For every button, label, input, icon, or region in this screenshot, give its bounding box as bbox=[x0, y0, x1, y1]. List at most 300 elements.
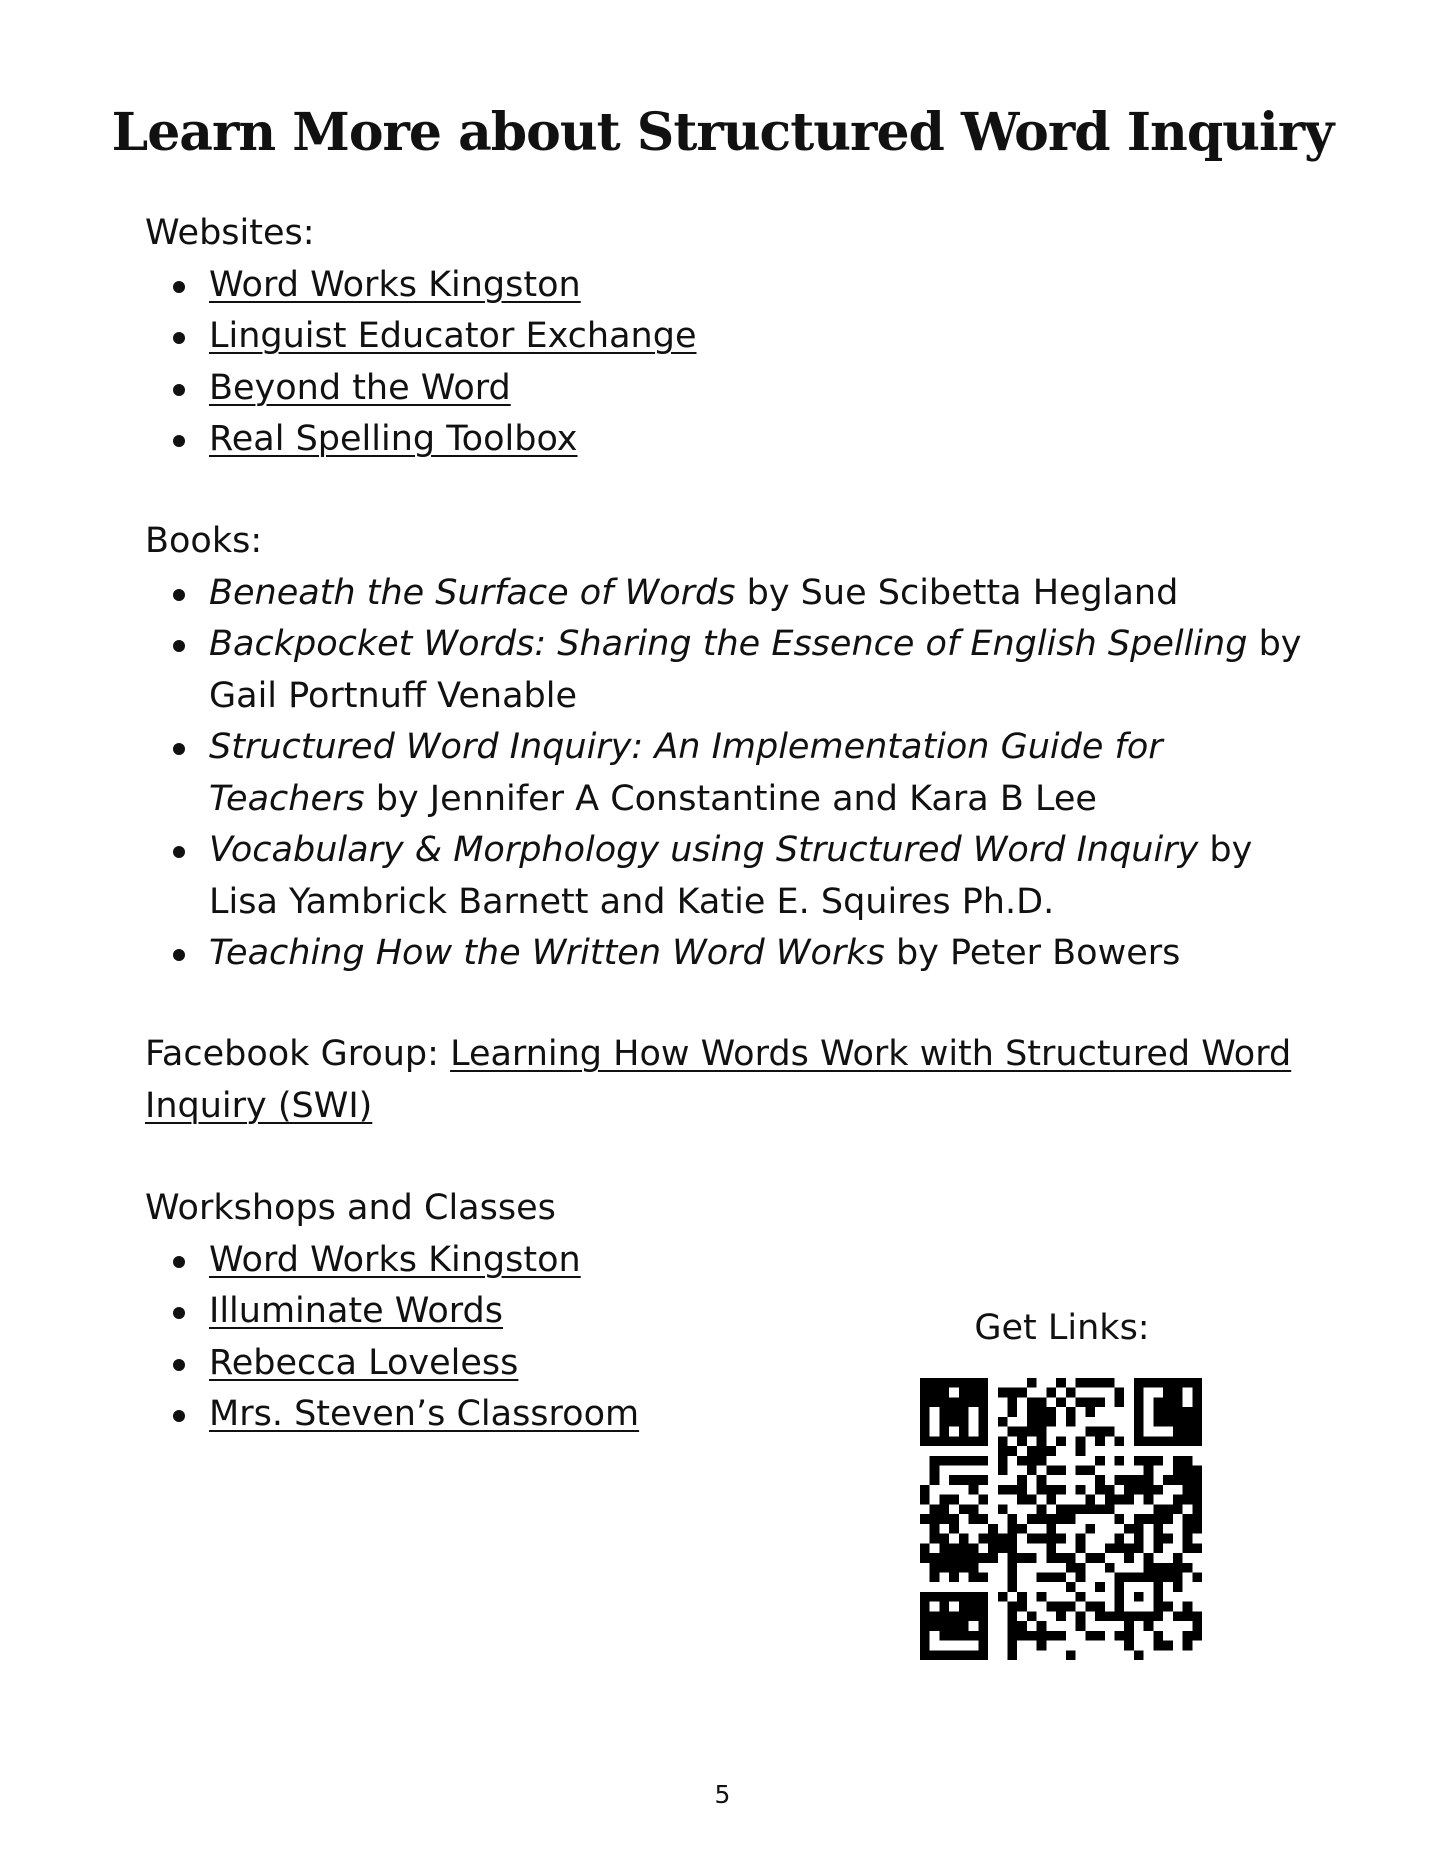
list-item bbox=[145, 1235, 1305, 1287]
qr-module bbox=[969, 1504, 979, 1514]
qr-module bbox=[920, 1641, 930, 1651]
bullet-icon bbox=[173, 435, 185, 447]
qr-module bbox=[978, 1514, 988, 1524]
qr-module bbox=[1144, 1378, 1154, 1388]
qr-module bbox=[1144, 1436, 1154, 1446]
qr-module bbox=[949, 1572, 959, 1582]
qr-module bbox=[949, 1543, 959, 1553]
qr-module bbox=[1085, 1378, 1095, 1388]
link-mrs-stevens-classroom[interactable]: Mrs. Steven’s Classroom bbox=[209, 1394, 640, 1434]
qr-module bbox=[1134, 1417, 1144, 1427]
qr-module bbox=[969, 1475, 979, 1485]
qr-module bbox=[998, 1592, 1008, 1602]
qr-module bbox=[978, 1456, 988, 1466]
qr-module bbox=[1027, 1514, 1037, 1524]
qr-module bbox=[1076, 1485, 1086, 1495]
qr-module bbox=[1114, 1475, 1124, 1485]
qr-module bbox=[1066, 1650, 1076, 1660]
qr-module bbox=[1192, 1436, 1202, 1446]
qr-module bbox=[1153, 1602, 1163, 1612]
qr-module bbox=[1183, 1514, 1193, 1524]
qr-module bbox=[1066, 1407, 1076, 1417]
qr-module bbox=[1037, 1397, 1047, 1407]
qr-module bbox=[1153, 1534, 1163, 1544]
qr-module bbox=[1163, 1534, 1173, 1544]
qr-module bbox=[1105, 1485, 1115, 1495]
book-author: by Gail Portnuff Venable bbox=[209, 624, 1302, 716]
qr-module bbox=[1183, 1602, 1193, 1612]
qr-module bbox=[1144, 1495, 1154, 1505]
qr-module bbox=[969, 1650, 979, 1660]
qr-module bbox=[1163, 1572, 1173, 1582]
qr-module bbox=[1046, 1417, 1056, 1427]
qr-module bbox=[1095, 1582, 1105, 1592]
qr-module bbox=[1134, 1456, 1144, 1466]
qr-module bbox=[930, 1621, 940, 1631]
qr-module bbox=[1008, 1485, 1018, 1495]
qr-module bbox=[1173, 1417, 1183, 1427]
qr-module bbox=[1124, 1495, 1134, 1505]
qr-module bbox=[1192, 1427, 1202, 1437]
list-item bbox=[145, 619, 1305, 722]
qr-module bbox=[1066, 1602, 1076, 1612]
qr-module bbox=[1046, 1466, 1056, 1476]
link-illuminate-words[interactable]: Illuminate Words bbox=[209, 1291, 503, 1331]
qr-module bbox=[978, 1427, 988, 1437]
qr-code-icon[interactable] bbox=[920, 1378, 1202, 1660]
qr-module bbox=[1134, 1485, 1144, 1495]
qr-module bbox=[1017, 1388, 1027, 1398]
books-list bbox=[145, 568, 1305, 980]
qr-module bbox=[1192, 1397, 1202, 1407]
link-facebook-group[interactable]: Learning How Words Work with Structured Word Inquiry (SWI) bbox=[145, 1034, 1292, 1126]
qr-module bbox=[1183, 1631, 1193, 1641]
qr-module bbox=[1008, 1427, 1018, 1437]
qr-module bbox=[920, 1427, 930, 1437]
qr-module bbox=[1076, 1378, 1086, 1388]
qr-module bbox=[1095, 1456, 1105, 1466]
qr-module bbox=[1076, 1592, 1086, 1602]
qr-module bbox=[978, 1650, 988, 1660]
qr-module bbox=[1017, 1602, 1027, 1612]
qr-module bbox=[1153, 1563, 1163, 1573]
bullet-icon bbox=[173, 640, 185, 652]
qr-module bbox=[1027, 1534, 1037, 1544]
qr-module bbox=[1134, 1611, 1144, 1621]
qr-module bbox=[1173, 1504, 1183, 1514]
qr-module bbox=[1134, 1407, 1144, 1417]
link-word-works-kingston-workshop[interactable]: Word Works Kingston bbox=[209, 1239, 581, 1280]
qr-module bbox=[1076, 1543, 1086, 1553]
qr-module bbox=[1008, 1407, 1018, 1417]
websites-heading: Websites: bbox=[145, 213, 315, 253]
qr-module bbox=[1056, 1572, 1066, 1582]
qr-module bbox=[1183, 1417, 1193, 1427]
qr-module bbox=[1095, 1378, 1105, 1388]
qr-module bbox=[930, 1611, 940, 1621]
qr-module bbox=[1008, 1514, 1018, 1524]
qr-module bbox=[1076, 1504, 1086, 1514]
qr-module bbox=[1017, 1592, 1027, 1602]
qr-module bbox=[1017, 1631, 1027, 1641]
qr-module bbox=[1153, 1582, 1163, 1592]
qr-module bbox=[939, 1407, 949, 1417]
qr-module bbox=[1134, 1592, 1144, 1602]
qr-module bbox=[1124, 1543, 1134, 1553]
qr-module bbox=[930, 1378, 940, 1388]
qr-module bbox=[1134, 1650, 1144, 1660]
qr-module bbox=[1124, 1621, 1134, 1631]
qr-module bbox=[920, 1553, 930, 1563]
qr-module bbox=[1085, 1397, 1095, 1407]
qr-module bbox=[1183, 1427, 1193, 1437]
qr-module bbox=[959, 1388, 969, 1398]
book-title: Teaching How the Written Word Works bbox=[209, 933, 885, 973]
bullet-icon bbox=[173, 1410, 185, 1422]
qr-module bbox=[1114, 1543, 1124, 1553]
qr-module bbox=[1192, 1475, 1202, 1485]
qr-module bbox=[939, 1456, 949, 1466]
qr-module bbox=[1076, 1397, 1086, 1407]
qr-module bbox=[1124, 1475, 1134, 1485]
qr-module bbox=[1134, 1397, 1144, 1407]
qr-module bbox=[1134, 1524, 1144, 1534]
link-word-works-kingston[interactable]: Word Works Kingston bbox=[209, 264, 581, 305]
book-author: by Lisa Yambrick Barnett and Katie E. Squires Ph.D. bbox=[209, 830, 1253, 922]
qr-module bbox=[1183, 1436, 1193, 1446]
list-item bbox=[145, 825, 1305, 928]
qr-module bbox=[1085, 1407, 1095, 1417]
qr-module bbox=[1163, 1378, 1173, 1388]
books-section bbox=[145, 516, 1305, 980]
qr-module bbox=[1173, 1407, 1183, 1417]
qr-module bbox=[1183, 1466, 1193, 1476]
qr-module bbox=[930, 1504, 940, 1514]
qr-module bbox=[1163, 1407, 1173, 1417]
websites-list bbox=[145, 260, 1305, 466]
qr-module bbox=[1066, 1582, 1076, 1592]
qr-module bbox=[1085, 1427, 1095, 1437]
qr-module bbox=[1114, 1388, 1124, 1398]
websites-section bbox=[145, 208, 1305, 466]
list-item bbox=[145, 722, 1305, 825]
qr-module bbox=[930, 1436, 940, 1446]
bullet-icon bbox=[173, 1359, 185, 1371]
qr-module bbox=[930, 1466, 940, 1476]
qr-module bbox=[1105, 1563, 1115, 1573]
qr-module bbox=[1095, 1602, 1105, 1612]
qr-module bbox=[1095, 1611, 1105, 1621]
qr-module bbox=[1183, 1611, 1193, 1621]
qr-module bbox=[949, 1475, 959, 1485]
qr-module bbox=[1153, 1631, 1163, 1641]
bullet-icon bbox=[173, 332, 185, 344]
qr-module bbox=[930, 1572, 940, 1582]
qr-module bbox=[1134, 1436, 1144, 1446]
qr-module bbox=[1105, 1611, 1115, 1621]
qr-module bbox=[1183, 1524, 1193, 1534]
facebook-section bbox=[145, 1029, 1305, 1132]
qr-module bbox=[959, 1631, 969, 1641]
qr-module bbox=[1076, 1563, 1086, 1573]
qr-module bbox=[1153, 1572, 1163, 1582]
qr-module bbox=[998, 1534, 1008, 1544]
bullet-icon bbox=[173, 281, 185, 293]
qr-module bbox=[1114, 1534, 1124, 1544]
qr-module bbox=[1183, 1543, 1193, 1553]
qr-module bbox=[1153, 1378, 1163, 1388]
qr-module bbox=[959, 1592, 969, 1602]
qr-module bbox=[1027, 1611, 1037, 1621]
qr-module bbox=[949, 1611, 959, 1621]
qr-module bbox=[1037, 1514, 1047, 1524]
qr-module bbox=[998, 1446, 1008, 1456]
qr-module bbox=[1008, 1602, 1018, 1612]
qr-module bbox=[1008, 1572, 1018, 1582]
qr-module bbox=[1076, 1466, 1086, 1476]
qr-module bbox=[920, 1592, 930, 1602]
qr-module bbox=[1105, 1495, 1115, 1505]
qr-module bbox=[1037, 1436, 1047, 1446]
qr-module bbox=[1144, 1563, 1154, 1573]
qr-module bbox=[1046, 1534, 1056, 1544]
qr-module bbox=[959, 1417, 969, 1427]
qr-module bbox=[1183, 1407, 1193, 1417]
qr-module bbox=[1173, 1572, 1183, 1582]
qr-module bbox=[1046, 1495, 1056, 1505]
book-author: by Peter Bowers bbox=[884, 933, 1181, 973]
qr-module bbox=[1027, 1446, 1037, 1456]
qr-module bbox=[1153, 1456, 1163, 1466]
qr-module bbox=[939, 1621, 949, 1631]
qr-module bbox=[1066, 1417, 1076, 1427]
qr-module bbox=[978, 1397, 988, 1407]
qr-module bbox=[920, 1621, 930, 1631]
qr-module bbox=[1056, 1436, 1066, 1446]
qr-module bbox=[949, 1514, 959, 1524]
qr-module bbox=[1008, 1621, 1018, 1631]
qr-module bbox=[1144, 1514, 1154, 1524]
qr-module bbox=[1085, 1504, 1095, 1514]
qr-module bbox=[939, 1553, 949, 1563]
qr-module bbox=[1192, 1407, 1202, 1417]
qr-module bbox=[949, 1563, 959, 1573]
qr-module bbox=[1153, 1611, 1163, 1621]
qr-module bbox=[1114, 1514, 1124, 1524]
qr-module bbox=[1037, 1475, 1047, 1485]
qr-module bbox=[1124, 1524, 1134, 1534]
qr-module bbox=[1085, 1466, 1095, 1476]
qr-module bbox=[1192, 1631, 1202, 1641]
list-item bbox=[145, 568, 1305, 620]
qr-module bbox=[1144, 1572, 1154, 1582]
qr-module bbox=[939, 1427, 949, 1437]
qr-module bbox=[998, 1504, 1008, 1514]
qr-module bbox=[1173, 1378, 1183, 1388]
qr-module bbox=[1037, 1417, 1047, 1427]
qr-module bbox=[1105, 1504, 1115, 1514]
qr-module bbox=[1017, 1427, 1027, 1437]
qr-module bbox=[1066, 1514, 1076, 1524]
qr-module bbox=[978, 1388, 988, 1398]
qr-module bbox=[1037, 1621, 1047, 1631]
qr-module bbox=[998, 1543, 1008, 1553]
link-beyond-the-word[interactable]: Beyond the Word bbox=[209, 367, 511, 408]
qr-module bbox=[1008, 1397, 1018, 1407]
qr-module bbox=[1163, 1504, 1173, 1514]
qr-module bbox=[1008, 1553, 1018, 1563]
bullet-icon bbox=[173, 846, 185, 858]
qr-module bbox=[1192, 1388, 1202, 1398]
qr-module bbox=[959, 1407, 969, 1417]
qr-module bbox=[1124, 1553, 1134, 1563]
link-rebecca-loveless[interactable]: Rebecca Loveless bbox=[209, 1342, 519, 1383]
qr-module bbox=[949, 1631, 959, 1641]
qr-module bbox=[939, 1514, 949, 1524]
qr-module bbox=[959, 1563, 969, 1573]
book-title: Structured Word Inquiry: An Implementation Guide for Teachers bbox=[209, 727, 1163, 819]
qr-module bbox=[1056, 1397, 1066, 1407]
qr-module bbox=[1037, 1641, 1047, 1651]
qr-module bbox=[1173, 1582, 1183, 1592]
qr-module bbox=[1027, 1417, 1037, 1427]
qr-module bbox=[1173, 1397, 1183, 1407]
qr-module bbox=[1076, 1621, 1086, 1631]
qr-module bbox=[1008, 1563, 1018, 1573]
bullet-icon bbox=[173, 1256, 185, 1268]
qr-module bbox=[959, 1553, 969, 1563]
qr-module bbox=[959, 1397, 969, 1407]
qr-module bbox=[949, 1456, 959, 1466]
qr-module bbox=[1056, 1514, 1066, 1524]
qr-module bbox=[1173, 1436, 1183, 1446]
qr-module bbox=[1173, 1466, 1183, 1476]
qr-module bbox=[920, 1495, 930, 1505]
qr-module bbox=[1114, 1611, 1124, 1621]
qr-module bbox=[978, 1436, 988, 1446]
qr-label: Get Links: bbox=[974, 1308, 1150, 1348]
qr-module bbox=[1037, 1572, 1047, 1582]
qr-module bbox=[978, 1621, 988, 1631]
qr-module bbox=[1085, 1553, 1095, 1563]
qr-module bbox=[1056, 1466, 1066, 1476]
qr-module bbox=[1105, 1427, 1115, 1437]
qr-module bbox=[930, 1388, 940, 1398]
qr-module bbox=[1105, 1378, 1115, 1388]
qr-module bbox=[1144, 1621, 1154, 1631]
qr-module bbox=[1076, 1436, 1086, 1446]
qr-module bbox=[1144, 1475, 1154, 1485]
qr-module bbox=[1008, 1650, 1018, 1660]
qr-module bbox=[949, 1436, 959, 1446]
qr-module bbox=[949, 1650, 959, 1660]
qr-module bbox=[1134, 1427, 1144, 1437]
qr-module bbox=[978, 1592, 988, 1602]
qr-module bbox=[1153, 1504, 1163, 1514]
book-title: Vocabulary & Morphology using Structured Word Inquiry bbox=[209, 830, 1199, 870]
qr-module bbox=[1183, 1641, 1193, 1651]
qr-module bbox=[978, 1417, 988, 1427]
qr-module bbox=[1114, 1602, 1124, 1612]
qr-module bbox=[1144, 1466, 1154, 1476]
qr-module bbox=[1076, 1611, 1086, 1621]
qr-module bbox=[1008, 1534, 1018, 1544]
qr-module bbox=[1163, 1436, 1173, 1446]
qr-module bbox=[988, 1524, 998, 1534]
qr-module bbox=[1095, 1504, 1105, 1514]
qr-module bbox=[959, 1543, 969, 1553]
list-item bbox=[145, 414, 1305, 466]
qr-module bbox=[969, 1397, 979, 1407]
book-title: Beneath the Surface of Words bbox=[209, 572, 736, 613]
qr-module bbox=[1027, 1456, 1037, 1466]
qr-module bbox=[920, 1543, 930, 1553]
qr-module bbox=[959, 1650, 969, 1660]
link-linguist-educator-exchange[interactable]: Linguist Educator Exchange bbox=[209, 316, 697, 356]
qr-module bbox=[1163, 1475, 1173, 1485]
qr-module bbox=[978, 1534, 988, 1544]
qr-module bbox=[1027, 1397, 1037, 1407]
qr-module bbox=[1153, 1641, 1163, 1651]
qr-module bbox=[1114, 1572, 1124, 1582]
qr-module bbox=[978, 1631, 988, 1641]
qr-module bbox=[1114, 1456, 1124, 1466]
list-item bbox=[145, 311, 1305, 363]
qr-module bbox=[1134, 1378, 1144, 1388]
qr-module bbox=[969, 1456, 979, 1466]
bullet-icon bbox=[173, 949, 185, 961]
bullet-icon bbox=[173, 589, 185, 601]
qr-module bbox=[1017, 1495, 1027, 1505]
qr-module bbox=[1153, 1436, 1163, 1446]
qr-module bbox=[969, 1485, 979, 1495]
qr-module bbox=[978, 1611, 988, 1621]
qr-module bbox=[1008, 1631, 1018, 1641]
qr-module bbox=[1114, 1436, 1124, 1446]
qr-module bbox=[1056, 1611, 1066, 1621]
qr-module bbox=[930, 1534, 940, 1544]
qr-module bbox=[1017, 1436, 1027, 1446]
qr-module bbox=[1114, 1582, 1124, 1592]
qr-module bbox=[998, 1388, 1008, 1398]
qr-module bbox=[1008, 1446, 1018, 1456]
qr-module bbox=[1008, 1388, 1018, 1398]
qr-module bbox=[1153, 1397, 1163, 1407]
qr-module bbox=[1192, 1524, 1202, 1534]
qr-module bbox=[1037, 1446, 1047, 1456]
qr-module bbox=[1153, 1417, 1163, 1427]
link-real-spelling-toolbox[interactable]: Real Spelling Toolbox bbox=[209, 419, 578, 459]
qr-module bbox=[1037, 1592, 1047, 1602]
qr-module bbox=[1134, 1543, 1144, 1553]
qr-module bbox=[969, 1543, 979, 1553]
qr-module bbox=[978, 1553, 988, 1563]
qr-module bbox=[1163, 1563, 1173, 1573]
qr-module bbox=[1114, 1397, 1124, 1407]
qr-module bbox=[1124, 1611, 1134, 1621]
workshops-heading: Workshops and Classes bbox=[145, 1188, 556, 1228]
qr-module bbox=[969, 1572, 979, 1582]
qr-module bbox=[969, 1563, 979, 1573]
list-item bbox=[145, 363, 1305, 415]
qr-module bbox=[998, 1417, 1008, 1427]
qr-module bbox=[1037, 1504, 1047, 1514]
qr-module bbox=[1173, 1611, 1183, 1621]
qr-module bbox=[1163, 1417, 1173, 1427]
qr-module bbox=[978, 1572, 988, 1582]
qr-module bbox=[1173, 1388, 1183, 1398]
qr-module bbox=[1027, 1553, 1037, 1563]
